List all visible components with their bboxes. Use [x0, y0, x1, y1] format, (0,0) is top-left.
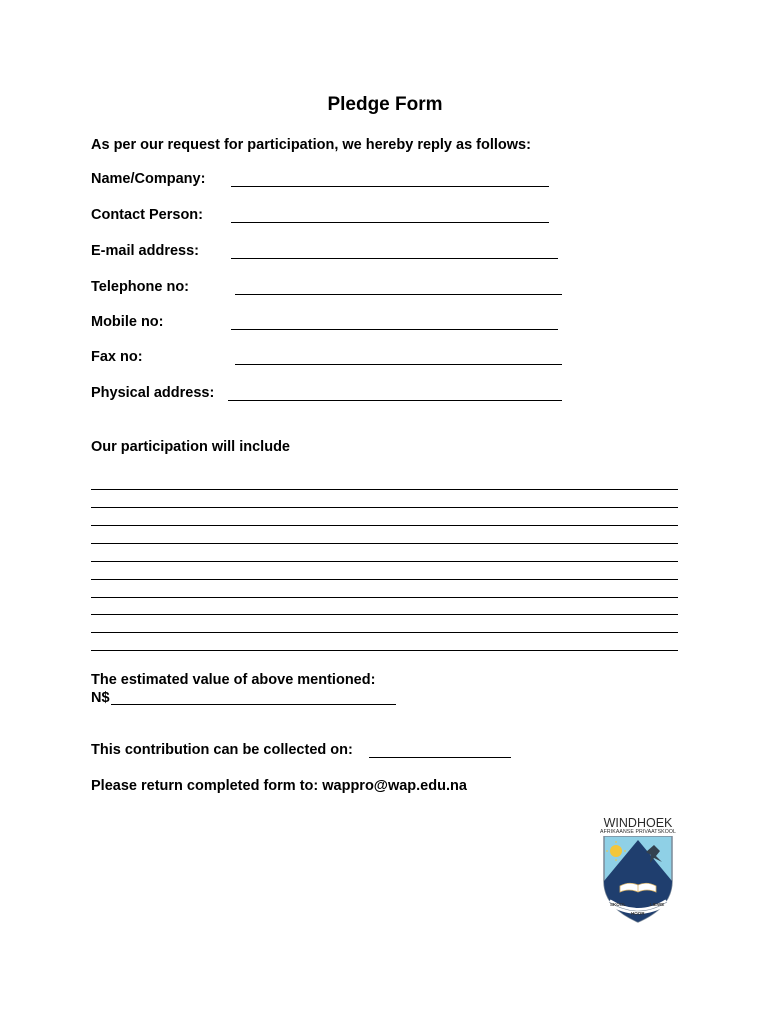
participation-line[interactable] — [91, 650, 678, 651]
participation-line[interactable] — [91, 579, 678, 580]
logo-motto-bottom: HOOR — [631, 911, 645, 916]
email-field[interactable] — [231, 258, 558, 259]
estimated-value-field[interactable] — [111, 704, 396, 705]
physical-address-label: Physical address: — [91, 385, 215, 401]
currency-prefix: N$ — [91, 690, 110, 706]
participation-line[interactable] — [91, 489, 678, 490]
fax-label: Fax no: — [91, 349, 143, 365]
participation-line[interactable] — [91, 543, 678, 544]
logo-motto-left: SKOOL — [610, 902, 627, 907]
estimated-value-label: The estimated value of above mentioned: — [91, 672, 376, 688]
name-company-label: Name/Company: — [91, 171, 206, 187]
participation-line[interactable] — [91, 632, 678, 633]
participation-line[interactable] — [91, 561, 678, 562]
participation-line[interactable] — [91, 525, 678, 526]
mobile-label: Mobile no: — [91, 314, 164, 330]
telephone-field[interactable] — [235, 294, 562, 295]
email-label: E-mail address: — [91, 243, 199, 259]
logo-name: WINDHOEK — [603, 816, 673, 830]
participation-line[interactable] — [91, 507, 678, 508]
mobile-field[interactable] — [231, 329, 558, 330]
collection-label: This contribution can be collected on: — [91, 742, 353, 758]
contact-person-label: Contact Person: — [91, 207, 203, 223]
contact-person-field[interactable] — [231, 222, 549, 223]
logo-subtitle: AFRIKAANSE PRIVAATSKOOL — [600, 829, 676, 835]
name-company-field[interactable] — [231, 186, 549, 187]
intro-text: As per our request for participation, we hereby reply as follows: — [91, 137, 531, 153]
telephone-label: Telephone no: — [91, 279, 190, 295]
participation-line[interactable] — [91, 597, 678, 598]
return-instruction: Please return completed form to: wappro@wap.edu.na — [91, 778, 467, 794]
logo-motto-right: LIEWE — [650, 902, 665, 907]
school-logo — [600, 816, 676, 926]
participation-heading: Our participation will include — [91, 439, 290, 455]
form-title: Pledge Form — [327, 94, 443, 115]
fax-field[interactable] — [235, 364, 562, 365]
collection-date-field[interactable] — [369, 757, 511, 758]
physical-address-field[interactable] — [228, 400, 562, 401]
participation-line[interactable] — [91, 614, 678, 615]
